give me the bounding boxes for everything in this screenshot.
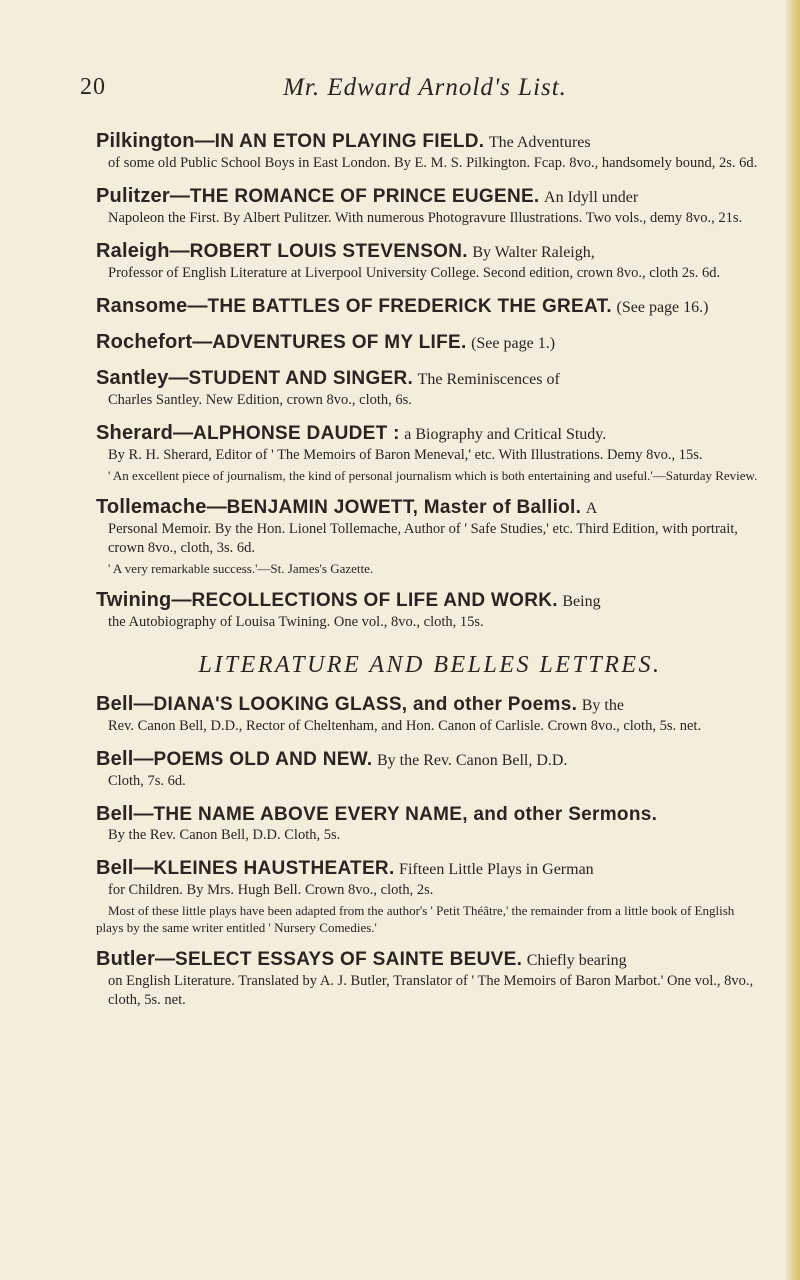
entry-heading xyxy=(96,857,764,881)
entry-title: THE NAME ABOVE EVERY NAME, and other Sermons. xyxy=(153,804,658,825)
entry-description: By the Rev. Canon Bell, D.D. xyxy=(376,752,568,769)
entry-details: for Children. By Mrs. Hugh Bell. Crown 8vo., cloth, 2s. xyxy=(108,882,434,898)
catalogue-entry xyxy=(96,589,764,632)
entry-details: Napoleon the First. By Albert Pulitzer. With numerous Photogravure Illustrations. Two vols., demy 8vo., 21s. xyxy=(108,210,743,226)
page-number: 20 xyxy=(80,74,106,100)
entry-title: SELECT ESSAYS OF SAINTE BEUVE. xyxy=(174,949,523,970)
entry-title: DIANA'S LOOKING GLASS, and other Poems. xyxy=(153,694,578,715)
entry-heading xyxy=(96,185,764,209)
entry-author: Tollemache xyxy=(96,496,207,518)
catalogue-entry xyxy=(96,803,764,845)
entry-author: Bell xyxy=(96,748,134,770)
entry-details: By the Rev. Canon Bell, D.D. Cloth, 5s. xyxy=(108,827,341,843)
entry-description: (See page 1.) xyxy=(471,335,556,352)
entry-details: Professor of English Literature at Liverpool University College. Second edition, crown 8vo., cloth 2s. 6d. xyxy=(108,265,721,281)
entry-dash: — xyxy=(192,331,213,353)
catalogue-entry xyxy=(96,422,764,484)
entry-author: Sherard xyxy=(96,422,173,444)
entry-heading xyxy=(96,803,764,826)
catalogue-entry xyxy=(96,496,764,577)
entry-heading xyxy=(96,748,764,772)
entry-dash: — xyxy=(169,240,190,262)
entry-heading xyxy=(96,367,764,391)
entry-dash: — xyxy=(187,295,208,317)
entry-author: Twining xyxy=(96,589,172,611)
entry-dash: — xyxy=(194,130,215,152)
literature-entries xyxy=(96,693,764,1010)
entry-heading xyxy=(96,331,764,355)
catalogue-entry xyxy=(96,748,764,791)
entry-details: of some old Public School Boys in East London. By E. M. S. Pilkington. Fcap. 8vo., handsomely bound, 2s. 6d. xyxy=(108,155,758,171)
entry-author: Raleigh xyxy=(96,240,170,262)
entry-heading xyxy=(96,422,764,446)
entry-heading xyxy=(96,295,764,319)
entry-dash: — xyxy=(133,803,154,825)
entry-title: KLEINES HAUSTHEATER. xyxy=(153,858,395,879)
entry-dash: — xyxy=(154,948,175,970)
entry-details: Rev. Canon Bell, D.D., Rector of Cheltenham, and Hon. Canon of Carlisle. Crown 8vo., cloth, 5s. net. xyxy=(108,718,702,734)
entry-details: Personal Memoir. By the Hon. Lionel Tollemache, Author of ' Safe Studies,' etc. Third Edition, with portrait, crown 8vo., cloth, 3s. 6d. xyxy=(108,521,738,556)
catalogue-entry xyxy=(96,693,764,736)
entry-title: THE BATTLES OF FREDERICK THE GREAT. xyxy=(207,296,613,317)
entry-description: By the xyxy=(581,697,624,714)
entry-dash: — xyxy=(133,693,154,715)
catalogue-entry xyxy=(96,130,764,173)
entry-heading xyxy=(96,496,764,520)
entry-description: (See page 16.) xyxy=(616,299,709,316)
entry-details: the Autobiography of Louisa Twining. One vol., 8vo., cloth, 15s. xyxy=(108,614,484,630)
entry-description: Fifteen Little Plays in German xyxy=(399,861,594,878)
entry-review-quote: Most of these little plays have been adapted from the author's ' Petit Théâtre,' the remainder from a little book of English plays by the same writer entitled ' Nursery Comedies.' xyxy=(96,903,735,935)
entry-author: Santley xyxy=(96,367,169,389)
entry-title: ALPHONSE DAUDET : xyxy=(193,423,400,444)
page-header xyxy=(80,74,770,108)
entry-description: An Idyll under xyxy=(544,189,639,206)
entry-author: Pilkington xyxy=(96,130,195,152)
page-edge xyxy=(786,0,800,1280)
entry-author: Rochefort xyxy=(96,331,193,353)
entry-heading xyxy=(96,589,764,613)
section-heading: LITERATURE AND BELLES LETTRES. xyxy=(198,652,662,678)
entry-review-quote: ' An excellent piece of journalism, the kind of personal journalism which is both entertaining and useful.'—Saturday Review. xyxy=(108,468,758,483)
entry-heading xyxy=(96,693,764,717)
catalogue-entry xyxy=(96,295,764,319)
catalogue-entry xyxy=(96,331,764,355)
entry-description: By Walter Raleigh, xyxy=(472,244,595,261)
entry-dash: — xyxy=(171,589,192,611)
entry-author: Butler xyxy=(96,948,155,970)
entry-title: ROBERT LOUIS STEVENSON. xyxy=(189,241,468,262)
catalogue-entry xyxy=(96,240,764,283)
entry-details: on English Literature. Translated by A. J. Butler, Translator of ' The Memoirs of Baron Marbot.' One vol., 8vo., cloth, 5s. net. xyxy=(108,973,754,1008)
entry-dash: — xyxy=(133,857,154,879)
entry-author: Bell xyxy=(96,693,134,715)
entry-description: The Reminiscences of xyxy=(417,371,560,388)
entry-description: The Adventures xyxy=(488,134,591,151)
entry-title: THE ROMANCE OF PRINCE EUGENE. xyxy=(189,186,540,207)
catalogue-entry xyxy=(96,948,764,1010)
entry-title: RECOLLECTIONS OF LIFE AND WORK. xyxy=(191,590,558,611)
entry-dash: — xyxy=(168,367,189,389)
entry-author: Pulitzer xyxy=(96,185,170,207)
entry-title: STUDENT AND SINGER. xyxy=(188,368,414,389)
entry-title: POEMS OLD AND NEW. xyxy=(153,749,373,770)
entry-details: Charles Santley. New Edition, crown 8vo., cloth, 6s. xyxy=(108,392,412,408)
entry-description: A xyxy=(585,500,598,517)
entry-author: Ransome xyxy=(96,295,188,317)
entry-dash: — xyxy=(169,185,190,207)
entry-dash: — xyxy=(173,422,193,444)
entry-dash: — xyxy=(133,748,154,770)
entry-dash: — xyxy=(206,496,227,518)
entry-description: Being xyxy=(562,593,601,610)
entry-heading xyxy=(96,948,764,972)
biography-entries xyxy=(96,130,764,632)
catalogue-body xyxy=(96,130,764,1022)
entry-author: Bell xyxy=(96,857,134,879)
entry-heading xyxy=(96,240,764,264)
entry-description: a Biography and Critical Study. xyxy=(404,426,607,443)
entry-heading xyxy=(96,130,764,154)
catalogue-entry xyxy=(96,857,764,936)
entry-details: By R. H. Sherard, Editor of ' The Memoirs of Baron Meneval,' etc. With Illustrations. Demy 8vo., 15s. xyxy=(108,447,703,463)
entry-details: Cloth, 7s. 6d. xyxy=(108,773,186,789)
entry-author: Bell xyxy=(96,803,134,825)
entry-description: Chiefly bearing xyxy=(526,952,627,969)
entry-title: ADVENTURES OF MY LIFE. xyxy=(212,332,467,353)
entry-review-quote: ' A very remarkable success.'—St. James's Gazette. xyxy=(108,561,374,576)
entry-title: IN AN ETON PLAYING FIELD. xyxy=(214,131,485,152)
catalogue-entry xyxy=(96,367,764,410)
catalogue-entry xyxy=(96,185,764,228)
entry-title: BENJAMIN JOWETT, Master of Balliol. xyxy=(226,497,582,518)
running-title: Mr. Edward Arnold's List. xyxy=(283,74,567,101)
